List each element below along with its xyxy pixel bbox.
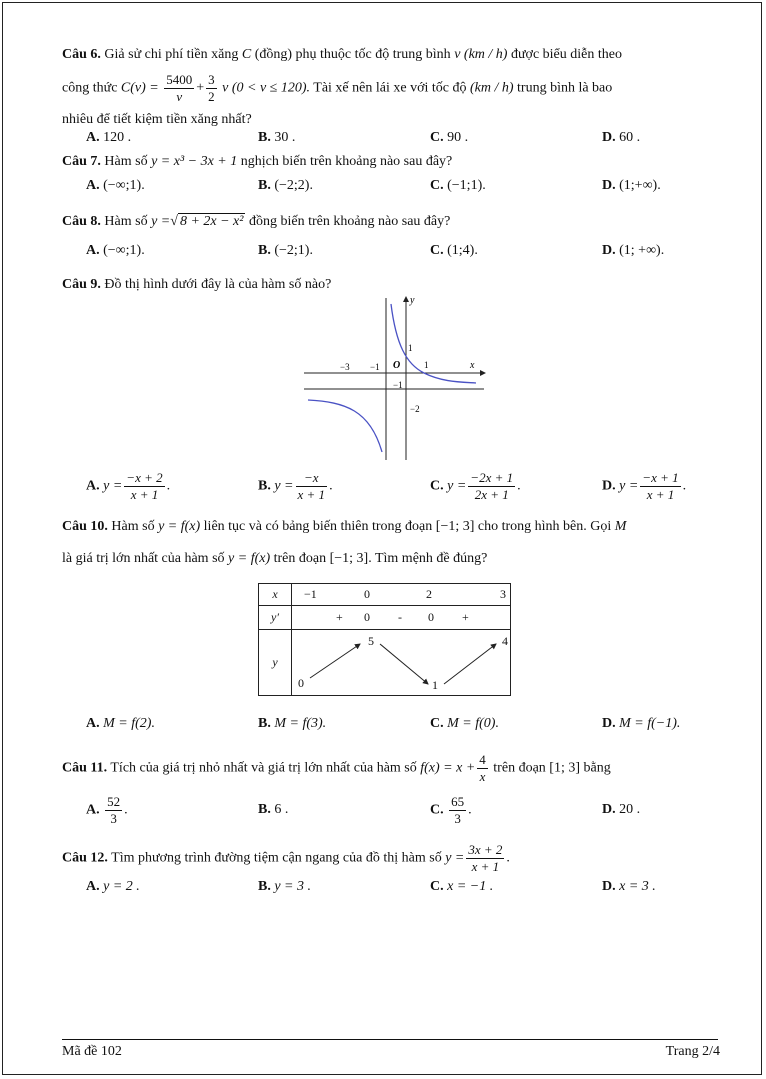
page-number: Trang 2/4 xyxy=(665,1044,720,1059)
q7-formula: y = x³ − 3x + 1 xyxy=(151,154,238,169)
arrow-down-icon xyxy=(380,644,428,684)
question-6 xyxy=(62,46,722,64)
q6-text5: Tài xế nên lái xe với tốc độ xyxy=(313,80,467,96)
q6-formula-left: C(v) = xyxy=(120,80,159,96)
q9-option-b: B. y = $\frac{-x}{x + 1}$ . xyxy=(258,470,333,502)
q10-text3: cho trong hình bên. Gọi xyxy=(477,519,612,534)
q6-v: v xyxy=(454,47,461,62)
question-8 xyxy=(62,213,722,231)
graph-tick-1: 1 xyxy=(424,360,429,370)
q12-formula-left: y = xyxy=(445,850,465,866)
vt-sign: 0 xyxy=(428,610,434,624)
q10-text1: Hàm số xyxy=(111,519,155,534)
footer-divider xyxy=(62,1039,718,1040)
q10-label: Câu 10. xyxy=(62,519,108,534)
q10-M: M xyxy=(614,519,627,534)
q6-text2: (đồng) phụ thuộc tốc độ trung bình xyxy=(254,47,451,62)
graph-tick-m3: −3 xyxy=(340,362,350,372)
q10-f2: y = f(x) xyxy=(228,551,271,566)
q11-label: Câu 11. xyxy=(62,760,108,776)
vt-y-label: y xyxy=(259,630,292,696)
q7-option-a: A. (−∞;1). xyxy=(86,178,145,193)
q10-interval2: [−1; 3]. xyxy=(329,551,372,566)
q8-option-a: A. (−∞;1). xyxy=(86,243,145,258)
q11-text2: trên đoạn xyxy=(493,760,546,776)
vt-sign-row xyxy=(292,606,511,630)
q8-formula-sqrt: 8 + 2x − x² xyxy=(179,214,244,229)
vt-sign: - xyxy=(398,610,402,624)
curve-left-branch xyxy=(308,400,382,452)
q10-text2: liên tục và có bảng biến thiên trong đoạn xyxy=(203,519,433,534)
q6-label: Câu 6. xyxy=(62,47,101,62)
q9-text: Đồ thị hình dưới đây là của hàm số nào? xyxy=(104,277,332,292)
vt-y-val: 5 xyxy=(368,634,374,648)
q11-option-b: B. 6 . xyxy=(258,802,289,817)
q9-label: Câu 9. xyxy=(62,277,101,292)
q8-formula-prefix: y = xyxy=(151,214,171,229)
q10-text6: Tìm mệnh đề đúng? xyxy=(374,551,488,566)
q10-option-d: D. M = f(−1). xyxy=(602,716,681,731)
q6-text3: được biểu diễn theo xyxy=(510,47,622,62)
q6-option-a: A. 120 . xyxy=(86,130,132,145)
curve-right-branch xyxy=(391,304,476,383)
q6-unit2: (km / h) xyxy=(469,80,514,96)
q11-text1: Tích của giá trị nhỏ nhất và giá trị lớn nhất của hàm số xyxy=(110,760,417,776)
vt-x-val: 0 xyxy=(364,587,370,601)
question-11 xyxy=(62,752,722,785)
vt-sign: + xyxy=(336,610,343,624)
graph-tick-ym1: −1 xyxy=(393,380,403,390)
q7-label: Câu 7. xyxy=(62,154,101,169)
q11-interval: [1; 3] xyxy=(549,760,580,776)
vt-x-row xyxy=(292,584,511,606)
q6-text6: trung bình là bao xyxy=(517,80,613,96)
q12-suffix: . xyxy=(506,850,510,866)
question-12 xyxy=(62,842,722,875)
q9-option-d: D. y = $\frac{-x + 1}{x + 1}$ . xyxy=(602,470,687,502)
q12-option-d: D. x = 3 . xyxy=(602,879,656,894)
vt-y-row xyxy=(292,630,511,696)
q10-line2 xyxy=(62,550,722,568)
q6-plus: + xyxy=(196,80,205,96)
q11-frac: $\frac{4}{x}$ xyxy=(479,752,486,784)
q10-option-b: B. M = f(3). xyxy=(258,716,327,731)
variation-table xyxy=(258,583,511,696)
q6-option-b: B. 30 . xyxy=(258,130,296,145)
q8-option-d: D. (1; +∞). xyxy=(602,243,665,258)
graph-tick-y1: 1 xyxy=(408,343,413,353)
q10-text5: trên đoạn xyxy=(273,551,327,566)
q7-option-b: B. (−2;2). xyxy=(258,178,313,193)
exam-code: Mã đề 102 xyxy=(62,1044,122,1059)
question-10 xyxy=(62,518,722,536)
q7-option-c: C. (−1;1). xyxy=(430,178,486,193)
q7-text2: nghịch biến trên khoảng nào sau đây? xyxy=(240,154,453,169)
q8-option-b: B. (−2;1). xyxy=(258,243,313,258)
q12-option-a: A. y = 2 . xyxy=(86,879,140,894)
q8-text2: đồng biến trên khoảng nào sau đây? xyxy=(248,214,451,229)
q10-option-c: C. M = f(0). xyxy=(430,716,499,731)
q12-text1: Tìm phương trình đường tiệm cận ngang của đồ thị hàm số xyxy=(111,850,442,866)
q10-interval: [−1; 3] xyxy=(435,519,475,534)
q11-option-a: A. $\frac{52}{3}$ . xyxy=(86,794,128,826)
vt-arrows xyxy=(292,630,512,696)
arrow-up-icon xyxy=(310,644,360,678)
q7-option-d: D. (1;+∞). xyxy=(602,178,661,193)
vt-sign: 0 xyxy=(364,610,370,624)
vt-x-val: 3 xyxy=(500,587,506,601)
vt-sign: + xyxy=(462,610,469,624)
graph-tick-m1: −1 xyxy=(370,362,380,372)
q9-graph xyxy=(300,294,490,460)
question-9 xyxy=(62,276,722,294)
q10-option-a: A. M = f(2). xyxy=(86,716,155,731)
q6-text1: Giả sử chi phí tiền xăng xyxy=(104,47,239,62)
graph-y-label: y xyxy=(410,295,415,306)
x-arrow-icon xyxy=(480,370,486,376)
question-7 xyxy=(62,153,722,171)
vt-x-val: −1 xyxy=(304,587,317,601)
q9-option-a: A. y = $\frac{-x + 2}{x + 1}$ . xyxy=(86,470,171,502)
vt-yp-label: y′ xyxy=(259,606,292,630)
y-arrow-icon xyxy=(403,296,409,302)
q11-option-c: C. $\frac{65}{3}$ . xyxy=(430,794,472,826)
q7-text1: Hàm số xyxy=(104,154,148,169)
q6-text7: nhiêu để tiết kiệm tiền xăng nhất? xyxy=(62,112,252,127)
vt-y-val: 4 xyxy=(502,634,508,648)
q6-C: C xyxy=(241,47,252,62)
q12-frac: $\frac{3x + 2}{x + 1}$ xyxy=(468,842,503,874)
q12-option-b: B. y = 3 . xyxy=(258,879,312,894)
q6-option-d: D. 60 . xyxy=(602,130,641,145)
vt-y-val: 0 xyxy=(298,676,304,690)
graph-tick-ym2: −2 xyxy=(410,404,420,414)
arrow-up-icon xyxy=(444,644,496,684)
graph-x-label: x xyxy=(470,360,475,371)
vt-x-label: x xyxy=(259,584,292,606)
q10-text4: là giá trị lớn nhất của hàm số xyxy=(62,551,225,566)
vt-x-val: 2 xyxy=(426,587,432,601)
q11-formula-left: f(x) = x + xyxy=(420,760,476,776)
q8-option-c: C. (1;4). xyxy=(430,243,478,258)
q9-option-c: C. y = $\frac{-2x + 1}{2x + 1}$ . xyxy=(430,470,521,502)
q6-unit: (km / h) xyxy=(463,47,508,62)
q6-option-c: C. 90 . xyxy=(430,130,469,145)
q6-formula-line xyxy=(62,72,722,105)
q10-f1: y = f(x) xyxy=(158,519,201,534)
q11-option-d: D. 20 . xyxy=(602,802,641,817)
q6-text4: công thức xyxy=(62,80,118,96)
graph-origin: O xyxy=(393,360,401,371)
q8-label: Câu 8. xyxy=(62,214,101,229)
q6-frac1: $\frac{5400}{v}$ xyxy=(166,72,193,104)
q6-formula-right: v (0 < v ≤ 120). xyxy=(222,80,311,96)
q8-text1: Hàm số xyxy=(104,214,148,229)
q12-label: Câu 12. xyxy=(62,850,108,866)
sqrt-icon: √ xyxy=(170,214,178,229)
q6-frac2: $\frac{3}{2}$ xyxy=(208,72,215,104)
q11-text3: bằng xyxy=(583,760,611,776)
vt-y-val: 1 xyxy=(432,678,438,692)
q12-option-c: C. x = −1 . xyxy=(430,879,494,894)
